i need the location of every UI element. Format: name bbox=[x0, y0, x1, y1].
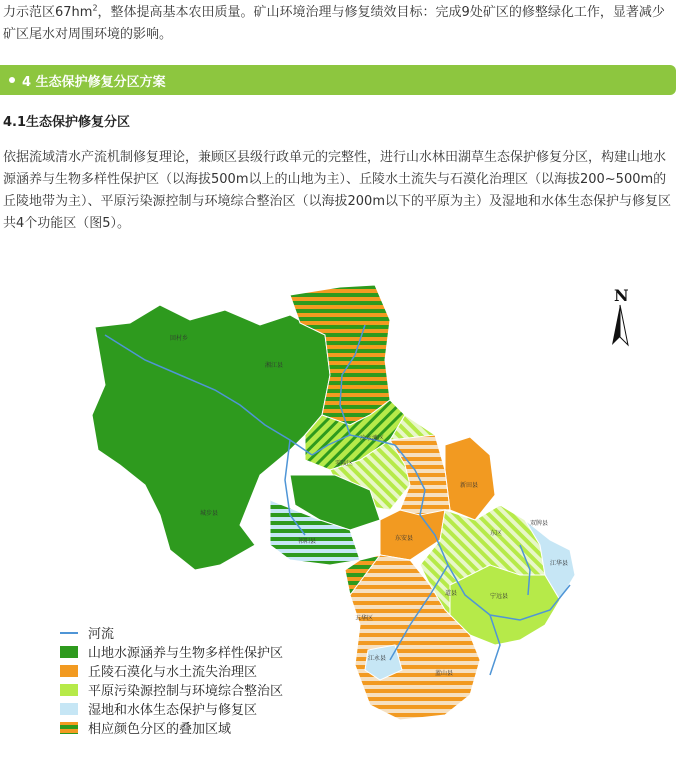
legend-overlap-swatch bbox=[60, 722, 78, 734]
legend-hill-swatch bbox=[60, 665, 78, 677]
body-paragraph: 依据流域清水产流机制修复理论，兼顾区县级行政单元的完整性，进行山水林田湖草生态保护修复分区，构建山地水源涵养与生物多样性保护区（以海拔500m以上的山地为主）、丘陵水土流失与石漠化治理区（以海拔200~500m的丘陵地带为主）、平原污染源控制与环境综合整治区（以海拔200m以下的平原为主）及湿地和水体生态保护与修复区共4个功能区（图5）。 bbox=[3, 150, 671, 231]
bullet-dot-icon bbox=[9, 77, 15, 83]
subsection-title: 4.1生态保护修复分区 bbox=[3, 115, 131, 130]
legend-mountain-label: 山地水源涵养与生物多样性保护区 bbox=[88, 646, 284, 661]
legend-wetland-label: 湿地和水体生态保护与修复区 bbox=[88, 703, 258, 718]
region-label: 零陵区 bbox=[335, 460, 354, 467]
region-label: 回村乡 bbox=[170, 335, 189, 342]
legend-hill-label: 丘陵石漠化与水土流失治理区 bbox=[88, 665, 258, 680]
intro-text-part2: ，整体提高基本农田质量。矿山环境治理与修复绩效目标：完成9处矿区的修整绿化工作，显著减少矿区尾水对周围环境的影响。 bbox=[3, 5, 665, 42]
region-label: 新田县 bbox=[460, 482, 479, 489]
region-label: 江华县 bbox=[550, 560, 569, 567]
region-label: 双牌县 bbox=[530, 520, 549, 527]
region-label: 湘江县 bbox=[265, 362, 284, 369]
region-label: 江永县 bbox=[368, 655, 387, 662]
region-label: 东安县 bbox=[395, 535, 414, 542]
intro-paragraph bbox=[3, 2, 673, 46]
region-label: 东区 bbox=[490, 530, 503, 537]
region-label: 五华区 bbox=[355, 615, 374, 622]
hill-zone-east bbox=[445, 437, 495, 520]
zoning-map-figure bbox=[50, 265, 675, 745]
region-label: 城步县 bbox=[200, 510, 219, 517]
section-heading-bar bbox=[0, 65, 676, 95]
legend-plain-swatch bbox=[60, 684, 78, 696]
superscript-2: 2 bbox=[92, 3, 98, 13]
legend-river-label: 河流 bbox=[88, 627, 115, 642]
region-label: 祁阳县 bbox=[298, 538, 317, 545]
map-legend bbox=[60, 626, 283, 737]
legend-overlap-label: 相应颜色分区的叠加区域 bbox=[88, 722, 232, 737]
region-label: 冷水滩区 bbox=[360, 435, 385, 442]
legend-mountain-swatch bbox=[60, 646, 78, 658]
legend-plain-label: 平原污染源控制与环境综合整治区 bbox=[88, 684, 284, 699]
north-label: N bbox=[614, 286, 629, 305]
north-arrow-icon bbox=[612, 286, 629, 345]
section-title: 4 生态保护修复分区方案 bbox=[22, 75, 166, 90]
region-label: 宁远县 bbox=[490, 593, 509, 600]
region-label: 蓝山县 bbox=[435, 670, 454, 677]
intro-text-part1: 力示范区67hm bbox=[3, 5, 93, 20]
region-label: 道县 bbox=[445, 590, 458, 597]
legend-wetland-swatch bbox=[60, 703, 78, 715]
